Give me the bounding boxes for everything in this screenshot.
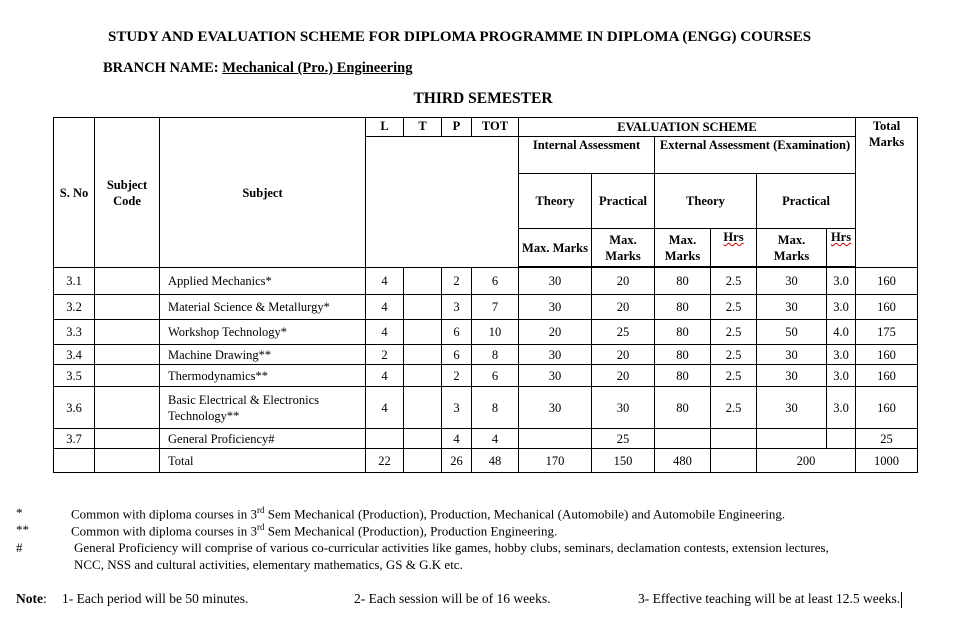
p-header: P [442, 118, 472, 137]
total-marks-header: Total Marks [856, 118, 918, 268]
subject-code-cell [95, 268, 160, 295]
internal-theory-cell [519, 429, 592, 449]
sno-cell: 3.7 [54, 429, 95, 449]
t-cell [404, 345, 442, 365]
internal-practical-cell: 20 [592, 295, 655, 320]
total-external-theory-cell: 480 [655, 449, 711, 473]
total-internal-practical-cell: 150 [592, 449, 655, 473]
tot-cell: 6 [472, 268, 519, 295]
l-cell [366, 429, 404, 449]
external-practical-hrs-cell: 3.0 [827, 365, 856, 387]
footnote-mark: # [16, 540, 23, 555]
table-row [54, 429, 918, 449]
total-l-cell: 22 [366, 449, 404, 473]
sno-cell: 3.3 [54, 320, 95, 345]
external-theory-cell: 80 [655, 345, 711, 365]
t-cell [404, 268, 442, 295]
external-practical-cell [757, 429, 827, 449]
tot-cell: 6 [472, 365, 519, 387]
internal-practical-cell: 20 [592, 365, 655, 387]
table-row [54, 268, 918, 295]
t-cell [404, 320, 442, 345]
external-practical-header: Practical [757, 174, 856, 229]
document-title: STUDY AND EVALUATION SCHEME FOR DIPLOMA PROGRAMME IN DIPLOMA (ENGG) COURSES [108, 29, 812, 45]
internal-practical-cell: 20 [592, 345, 655, 365]
table-row [54, 387, 918, 429]
p-cell: 4 [442, 429, 472, 449]
sno-cell: 3.2 [54, 295, 95, 320]
t-cell [404, 295, 442, 320]
internal-theory-cell: 30 [519, 295, 592, 320]
l-header: L [366, 118, 404, 137]
subject-code-cell [95, 387, 160, 429]
evaluation-scheme-table [53, 117, 918, 473]
branch-label: BRANCH NAME: [103, 60, 219, 76]
p-cell: 6 [442, 320, 472, 345]
footnote-text: Common with diploma courses in 3rd Sem Mechanical (Production), Production Engineering. [71, 522, 558, 539]
internal-practical-cell: 20 [592, 268, 655, 295]
sno-cell: 3.4 [54, 345, 95, 365]
t-header: T [404, 118, 442, 137]
external-practical-hrs-cell: 3.0 [827, 387, 856, 429]
external-theory-cell: 80 [655, 295, 711, 320]
l-cell: 4 [366, 295, 404, 320]
sno-cell: 3.5 [54, 365, 95, 387]
note-item: 2- Each session will be of 16 weeks. [354, 591, 551, 606]
t-cell [404, 387, 442, 429]
max-marks-header: Max. Marks [519, 229, 592, 267]
table-row [54, 320, 918, 345]
tot-cell: 10 [472, 320, 519, 345]
subject-cell: Applied Mechanics* [160, 268, 366, 295]
max-marks-header: Max. Marks [592, 229, 655, 267]
l-cell: 4 [366, 268, 404, 295]
hrs-header: Hrs [723, 230, 744, 244]
totals-row [54, 449, 918, 473]
sno-cell: 3.1 [54, 268, 95, 295]
external-theory-cell: 80 [655, 387, 711, 429]
external-practical-cell: 30 [757, 295, 827, 320]
internal-theory-header: Theory [519, 174, 592, 229]
p-cell: 3 [442, 387, 472, 429]
external-practical-cell: 30 [757, 345, 827, 365]
p-cell: 2 [442, 365, 472, 387]
note-item: 3- Effective teaching will be at least 12.5 weeks. [638, 591, 901, 606]
total-tot-cell: 48 [472, 449, 519, 473]
total-marks-cell: 25 [856, 429, 918, 449]
tot-cell: 8 [472, 387, 519, 429]
internal-practical-cell: 25 [592, 429, 655, 449]
external-assessment-header: External Assessment (Examination) [655, 137, 856, 174]
external-theory-hrs-cell: 2.5 [711, 268, 757, 295]
external-theory-header: Theory [655, 174, 757, 229]
footnote-mark: * [16, 505, 23, 520]
external-practical-hrs-cell: 3.0 [827, 345, 856, 365]
semester-heading: THIRD SEMESTER [413, 90, 553, 107]
branch-value: Mechanical (Pro.) Engineering [222, 60, 413, 76]
total-label-cell: Total [160, 449, 366, 473]
external-theory-hrs-cell [711, 429, 757, 449]
footnote-text: General Proficiency will comprise of various co-curricular activities like games, hobby clubs, seminars, declamation contests, extension lectures, [74, 540, 829, 555]
tot-cell: 4 [472, 429, 519, 449]
external-practical-cell: 50 [757, 320, 827, 345]
external-theory-hrs-cell: 2.5 [711, 365, 757, 387]
t-cell [404, 429, 442, 449]
max-marks-header: Max. Marks [757, 229, 827, 267]
note-label: Note: [16, 591, 47, 606]
external-practical-cell: 30 [757, 365, 827, 387]
external-practical-cell: 30 [757, 268, 827, 295]
subject-cell: Thermodynamics** [160, 365, 366, 387]
external-practical-hrs-cell: 3.0 [827, 268, 856, 295]
total-external-practical-cell: 200 [757, 449, 856, 473]
internal-theory-cell: 30 [519, 365, 592, 387]
evaluation-scheme-header: EVALUATION SCHEME [519, 118, 856, 137]
max-marks-header: Max. Marks [655, 229, 711, 267]
total-marks-cell: 160 [856, 345, 918, 365]
external-theory-hrs-cell: 2.5 [711, 345, 757, 365]
subject-cell: Machine Drawing** [160, 345, 366, 365]
external-practical-hrs-cell: 4.0 [827, 320, 856, 345]
external-practical-hrs-cell [827, 429, 856, 449]
l-cell: 4 [366, 365, 404, 387]
tot-cell: 8 [472, 345, 519, 365]
subject-code-cell [95, 295, 160, 320]
subject-code-header: Subject Code [95, 118, 160, 268]
total-marks-cell: 160 [856, 295, 918, 320]
internal-theory-cell: 30 [519, 268, 592, 295]
external-theory-hrs-cell: 2.5 [711, 320, 757, 345]
footnote-mark: ** [16, 522, 29, 537]
external-theory-cell: 80 [655, 320, 711, 345]
grand-total-cell: 1000 [856, 449, 918, 473]
tot-header: TOT [472, 118, 519, 137]
total-marks-cell: 175 [856, 320, 918, 345]
p-cell: 6 [442, 345, 472, 365]
internal-theory-cell: 30 [519, 345, 592, 365]
external-theory-hrs-cell: 2.5 [711, 295, 757, 320]
subject-code-cell [95, 345, 160, 365]
internal-theory-cell: 20 [519, 320, 592, 345]
tot-cell: 7 [472, 295, 519, 320]
subject-code-cell [95, 429, 160, 449]
l-cell: 4 [366, 320, 404, 345]
external-theory-cell [655, 429, 711, 449]
subject-cell: General Proficiency# [160, 429, 366, 449]
subject-cell: Material Science & Metallurgy* [160, 295, 366, 320]
t-cell [404, 365, 442, 387]
hrs-header: Hrs [830, 230, 852, 244]
internal-practical-cell: 25 [592, 320, 655, 345]
subject-code-cell [95, 365, 160, 387]
sno-header: S. No [54, 118, 95, 268]
subject-code-cell [95, 320, 160, 345]
internal-assessment-header: Internal Assessment [519, 137, 655, 174]
external-practical-hrs-cell: 3.0 [827, 295, 856, 320]
p-cell: 2 [442, 268, 472, 295]
total-marks-cell: 160 [856, 387, 918, 429]
sno-cell: 3.6 [54, 387, 95, 429]
internal-theory-cell: 30 [519, 387, 592, 429]
subject-cell: Workshop Technology* [160, 320, 366, 345]
table-row [54, 365, 918, 387]
external-theory-cell: 80 [655, 268, 711, 295]
total-p-cell: 26 [442, 449, 472, 473]
branch-line [103, 60, 412, 77]
total-internal-theory-cell: 170 [519, 449, 592, 473]
p-cell: 3 [442, 295, 472, 320]
internal-practical-header: Practical [592, 174, 655, 229]
external-theory-hrs-cell: 2.5 [711, 387, 757, 429]
subject-header: Subject [160, 118, 366, 268]
footnote-text: NCC, NSS and cultural activities, elementary mathematics, GS & G.K etc. [74, 557, 463, 572]
internal-practical-cell: 30 [592, 387, 655, 429]
external-practical-cell: 30 [757, 387, 827, 429]
subject-cell: Basic Electrical & Electronics Technology** [160, 387, 366, 429]
note-item: 1- Each period will be 50 minutes. [62, 591, 249, 606]
footnote-text: Common with diploma courses in 3rd Sem Mechanical (Production), Production, Mechanical (Automobile) and Automobile Engineering. [71, 505, 786, 522]
l-cell: 2 [366, 345, 404, 365]
table-row [54, 295, 918, 320]
table-row [54, 345, 918, 365]
l-cell: 4 [366, 387, 404, 429]
total-marks-cell: 160 [856, 365, 918, 387]
total-marks-cell: 160 [856, 268, 918, 295]
external-theory-cell: 80 [655, 365, 711, 387]
text-cursor [901, 592, 902, 608]
